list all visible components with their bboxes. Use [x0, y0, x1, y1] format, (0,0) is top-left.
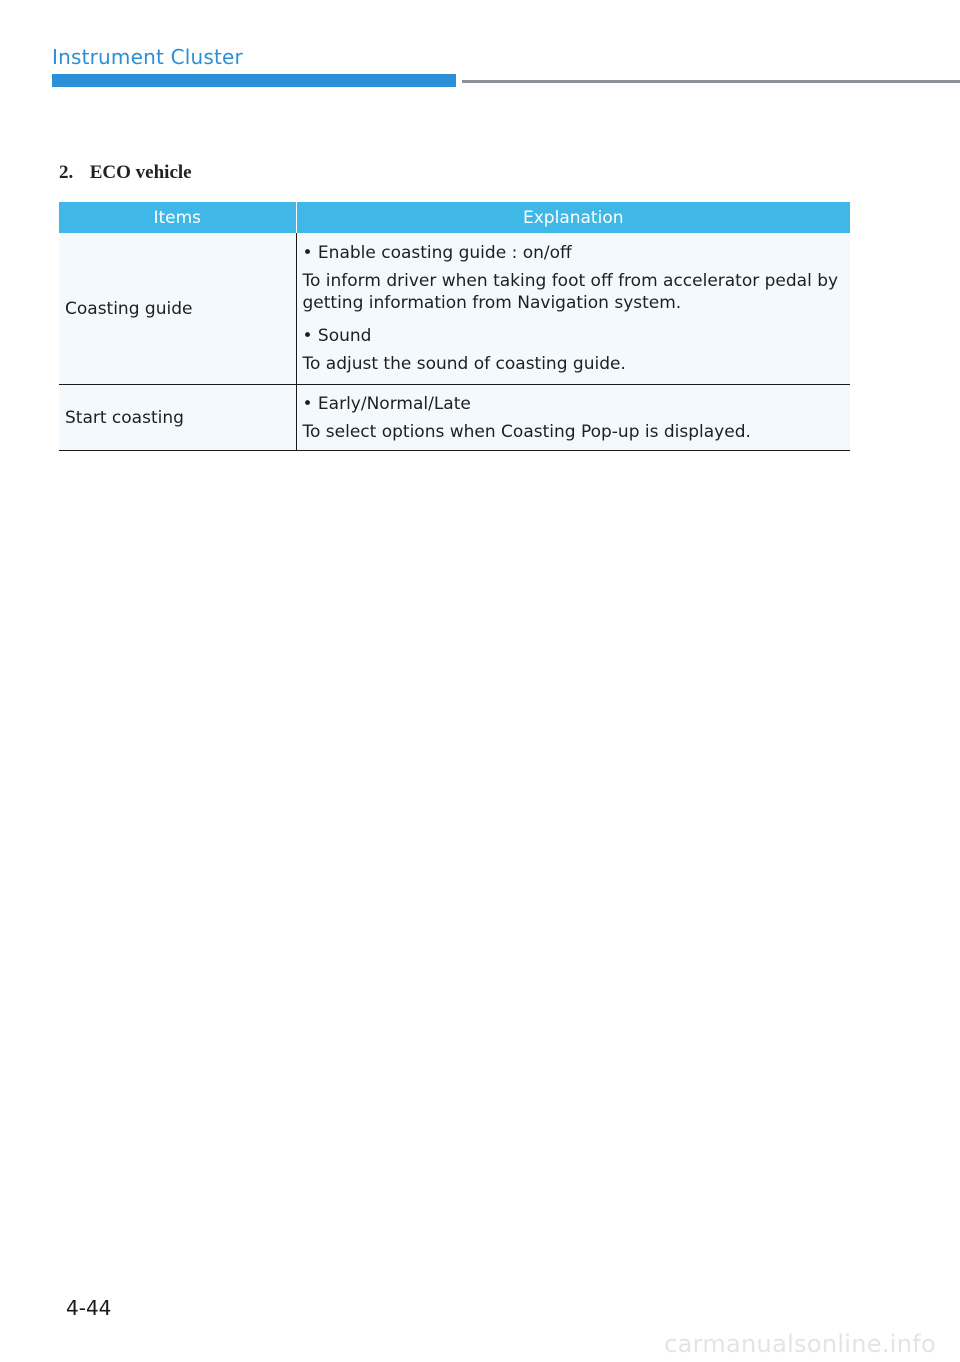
- table-header-row: [59, 202, 850, 233]
- option-bullet: • Sound: [302, 326, 372, 346]
- explanation-cell: [296, 385, 850, 451]
- option-bullet: • Enable coasting guide : on/off: [302, 243, 572, 263]
- section-title: ECO vehicle: [89, 162, 192, 183]
- explanation-cell: [296, 233, 850, 385]
- option-bullet: • Early/Normal/Late: [302, 393, 471, 414]
- item-cell: Coasting guide: [59, 233, 296, 385]
- item-cell: Start coasting: [59, 385, 296, 451]
- header-accent-bar: [52, 74, 456, 87]
- watermark: carmanualsonline.info: [664, 1330, 936, 1358]
- option-description: To inform driver when taking foot off from accelerator pedal by getting information from Navigation system.: [302, 271, 839, 313]
- table-row: [59, 233, 850, 385]
- header-rule: [462, 80, 960, 83]
- section-heading: [59, 161, 192, 185]
- table-row: [59, 385, 850, 451]
- settings-table: [59, 202, 850, 451]
- section-number: 2.: [59, 162, 74, 183]
- page-number: 4-44: [66, 1296, 112, 1320]
- column-header-items: Items: [59, 202, 296, 233]
- column-header-explanation: Explanation: [296, 202, 850, 233]
- option-description: To select options when Coasting Pop-up is displayed.: [302, 421, 751, 442]
- section-header-title: Instrument Cluster: [52, 45, 243, 69]
- option-description: To adjust the sound of coasting guide.: [302, 354, 626, 374]
